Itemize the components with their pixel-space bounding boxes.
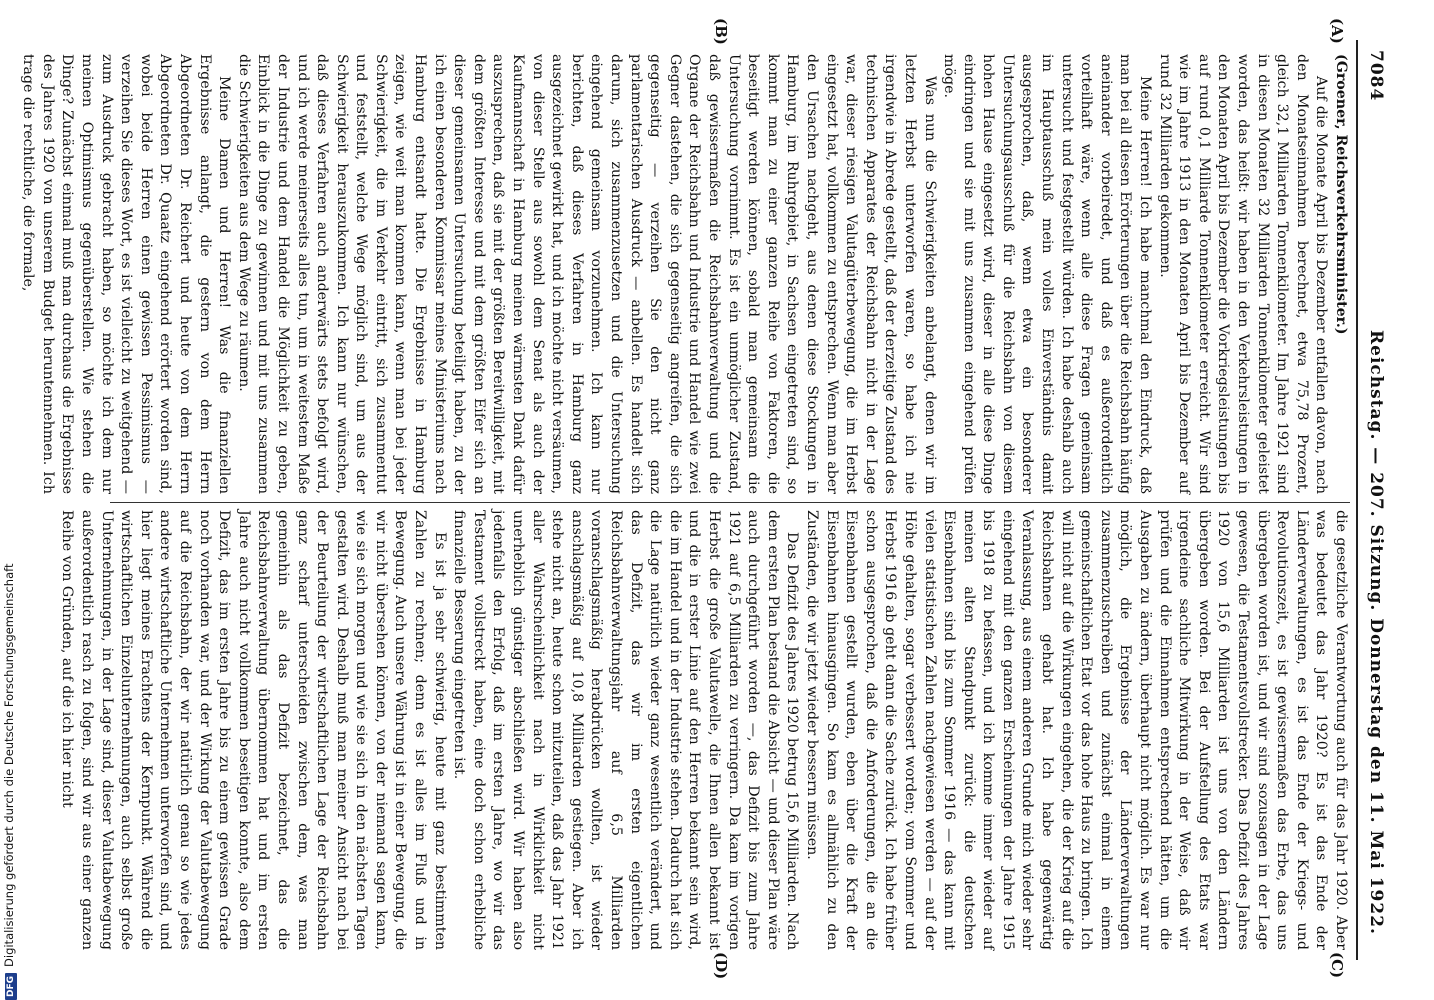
margin-marker-c: (C) [1328,952,1346,979]
margin-marker-a: (A) [1328,18,1346,44]
speaker-line: (Groener, Reichsverkehrsminister.) [1333,54,1349,335]
right-column [59,510,1350,950]
page-number: 7084 [1366,50,1386,102]
left-column [20,54,1350,494]
rotated-newspaper-page [20,18,1390,980]
paragraph: die gesetzliche Verantwortung auch für das Jahr 1920. Aber was bedeutet das Jahr 1920? Es ist das Ende der Länderverwaltungen, es ist das Ende der Kriegs- und Revolutionszeit, es ist gewissermaßen das Erbe, das uns übergeben worden ist, und wir sind sozusagen in der Lage gewesen, die Testamentsvollstrecker. Das Defizit des Jahres 1920 von 15,6 Milliarden ist uns von den Ländern übergeben worden. Bei der Aufstellung des Etats war irgendeine sachliche Mitwirkung in der Weise, daß wir prüfen und die Einnahmen entsprechend hätten, um die Ausgaben zu ändern, überhaupt nicht möglich. Es war nur möglich, die Ergebnisse der Länderverwaltungen zusammenzuschreiben und zunächst einmal in einem gemeinschaftlichen Etat vor das hohe Haus zu bringen. Ich will nicht auf die Wirkungen eingehen, die der Krieg auf die Reichsbahnen gehabt hat. Ich habe gegenwärtig Veranlassung, aus einem anderen Grunde mich wieder sehr eingehend mit den ganzen Erscheinungen der Jahre 1915 bis 1918 zu befassen, und ich komme immer wieder auf meinen alten Standpunkt zurück: die deutschen Eisenbahnen sind bis zum Sommer 1916 — das kann mit vielen statistischen Zahlen nachgewiesen werden — auf der Höhe gehalten, sogar verbessert worden; vom Sommer und Herbst 1916 ab geht dann die Sache zurück. Ich habe früher schon ausgesprochen, daß die Anforderungen, die an die Eisenbahnen gestellt wurden, eben über die Kraft der Eisenbahnen hinausgingen. So kam es allmählich zu den Zuständen, die wir jetzt wieder bessern müssen. [803,510,1349,950]
session-line: Reichstag. — 207. Sitzung. Donnerstag den 11. Mai 1922. [1366,330,1386,935]
paragraph: Es ist ja sehr schwierig, heute mit ganz bestimmten Zahlen zu rechnen; denn es ist alles im Fluß und in Bewegung. Auch unsere Währung ist in einer Bewegung, die wir nicht übersehen können, von der niemand sagen kann, wie sie sich morgen und wie sie sich in den nächsten Tagen gestalten wird. Deshalb muß man meiner Ansicht nach bei der Beurteilung der wirtschaftlichen Lage der Reichsbahn ganz scharf unterscheiden zwischen dem, was man gemeinhin als das Defizit bezeichnet, das die Reichsbahnverwaltung übernommen hat und im ersten Jahre auch nicht vollkommen beseitigen konnte, also dem Defizit, das im ersten Jahre bis zu einem gewissen Grade noch vorhanden war, und der Wirkung der Valutabewegung auf die Reichsbahn, der wir natürlich genau so wie jedes andere wirtschaftliche Unternehmen unterworfen sind, und hier liegt meines Erachtens der Kernpunkt. Während die wirtschaftlichen Einzelunternehmungen, auch selbst große Unternehmungen, in der Lage sind, dieser Valutabewegung außerordentlich rasch zu folgen, sind wir aus einer ganzen Reihe von Gründen, auf die ich hier nicht [59,510,448,950]
digitization-footer [2,564,17,1000]
page-header [1360,40,1390,960]
paragraph: Meine Damen und Herren! Was die finanziellen Ergebnisse anlangt, die gestern von dem Herrn Abgeordneten Dr. Reichert und heute von dem Herrn Abgeordneten Dr. Quaatz eingehend erörtert worden sind, wobei beide Herren einen gewissen Pessimismus — verzeihen Sie dieses Wort, es ist vielleicht zu weitgehend — zum Ausdruck gebracht haben, so möchte ich dem nur meinen Optimismus gegenüberstellen. Wie stehen die Dinge? Zunächst einmal muß man durchaus die Ergebnisse des Jahres 1920 von unserem Budget heruntennehmen. Ich trage die rechtliche, die formale, [20,54,233,494]
paragraph: Auf die Monate April bis Dezember entfallen davon, nach den Monatseinnahmen berechnet, etwa 75,78 Prozent, gleich 32,1 Milliarden Tonnenkilometer. Im Jahre 1921 sind in diesen Monaten 32 Milliarden Tonnenkilometer geleistet worden, das heißt: wir haben in den Verkehrsleistungen in den Monaten April bis Dezember die Vorkriegsleistungen bis auf rund 0,1 Milliarde Tonnenkilometer erreicht. Wir sind wie im Jahre 1913 in den Monaten April bis Dezember auf rund 32 Milliarden gekommen. [1156,54,1330,494]
margin-marker-b: (B) [712,18,730,45]
dfg-logo: DFG [5,973,17,1000]
paragraph: Das Defizit des Jahres 1920 betrug 15,6 Milliarden. Nach dem ersten Plan bestand die Absicht — und dieser Plan wäre auch durchgeführt worden —, das Defizit bis zum Jahre 1921 auf 6,5 Milliarden zu verringern. Da kam im vorigen Herbst die große Valutawelle, die Ihnen allen bekannt ist und die in erster Linie auf den Herren bekannt sein wird, die im Handel und in der Industrie stehen. Dadurch hat sich die Lage natürlich wieder ganz wesentlich verändert, und das Defizit, das wir im ersten eigentlichen Reichsbahnverwaltungsjahr auf 6,5 Milliarden voranschlagsmäßig herabdrücken wollten, ist wieder anschlagsmäßig auf 10,8 Milliarden gestiegen. Aber ich stehe nicht an, heute schon mitzuteilen, daß das Jahr 1921 aller Wahrscheinlichkeit nach in Wirklichkeit nicht unerheblich günstiger abschließen wird. Wir haben also jedenfalls den Erfolg, daß im ersten Jahre, wo wir das Testament vollstreckt haben, eine doch schon erhebliche finanzielle Besserung eingetreten ist. [451,510,801,950]
footer-text: Digitalisierung gefördert durch die Deutsche Forschungsgemeinschaft [2,563,16,967]
header-rule [1356,40,1358,960]
paragraph: Meine Herren! Ich habe manchmal den Eindruck, daß man bei all diesen Erörterungen über die Reichsbahn häufig aneinander vorbeiredet, und daß es außerordentlich vorteilhaft wäre, wenn alle diese Fragen gemeinsam untersucht und festgestellt würden. Ich habe deshalb auch im Hauptausschuß mein volles Einverständnis damit ausgesprochen, daß, wenn etwa ein besonderer Untersuchungsausschuß für die Reichsbahn von diesem hohen Hause eingesetzt wird, dieser in alle diese Dinge eindringen und sie mit uns zusammen eingehend prüfen möge. [941,54,1154,494]
margin-marker-d: (D) [712,952,730,980]
paragraph: Was nun die Schwierigkeiten anbelangt, denen wir im letzten Herbst unterworfen waren, so habe ich nie irgendwie in Abrede gestellt, daß der derzeitige Zustand des technischen Apparates der Reichsbahn nicht in der Lage war, dieser riesigen Valutagüterbewegung, die im Herbst eingesetzt hat, vollkommen zu entsprechen. Wenn man aber den Ursachen nachgeht, aus denen diese Stockungen in Hamburg, im Ruhrgebiet, in Sachsen eingetreten sind, so kommt man zu einer ganzen Reihe von Faktoren, die beseitigt werden können, sobald man gemeinsam die Untersuchung vornimmt. Es ist ein unmöglicher Zustand, daß gewissermaßen die Reichsbahnverwaltung und die Organe der Reichsbahn und Industrie und Handel wie zwei Gegner dastehen, die sich gegenseitig angreifen, die sich gegenseitig — verzeihen Sie den nicht ganz parlamentarischen Ausdruck — anbellen. Es handelt sich darum, sich zusammenzusetzen und die Untersuchung eingehend gemeinsam vorzunehmen. Ich kann nur berichten, daß dieses Verfahren in Hamburg ganz ausgezeichnet gewirkt hat, und ich möchte nicht versäumen, von dieser Stelle aus sowohl dem Senat als auch der Kaufmannschaft in Hamburg meinen wärmsten Dank dafür auszusprechen, daß sie mit der größten Bereitwilligkeit, mit dem größten Interesse und mit dem größten Eifer sich an dieser gemeinsamen Untersuchung beteiligt haben, zu der ich einen besonderen Kommissar meines Ministeriums nach Hamburg entsandt hatte. Die Ergebnisse in Hamburg zeigen, wie weit man kommen kann, wenn man bei jeder Schwierigkeit, die im Verkehr eintritt, sich zusammentut und feststellt, welche Wege möglich sind, um aus der Schwierigkeit herauszukommen. Ich kann nur wünschen, daß dieses Verfahren auch anderwärts stets befolgt wird, und ich werde meinerseits alles tun, um in weitestem Maße der Industrie und dem Handel die Möglichkeit zu geben, Einblick in die Dinge zu gewinnen und mit uns zusammen die Schwierigkeiten aus dem Wege zu räumen. [235,54,938,494]
column-rule [110,502,1350,503]
